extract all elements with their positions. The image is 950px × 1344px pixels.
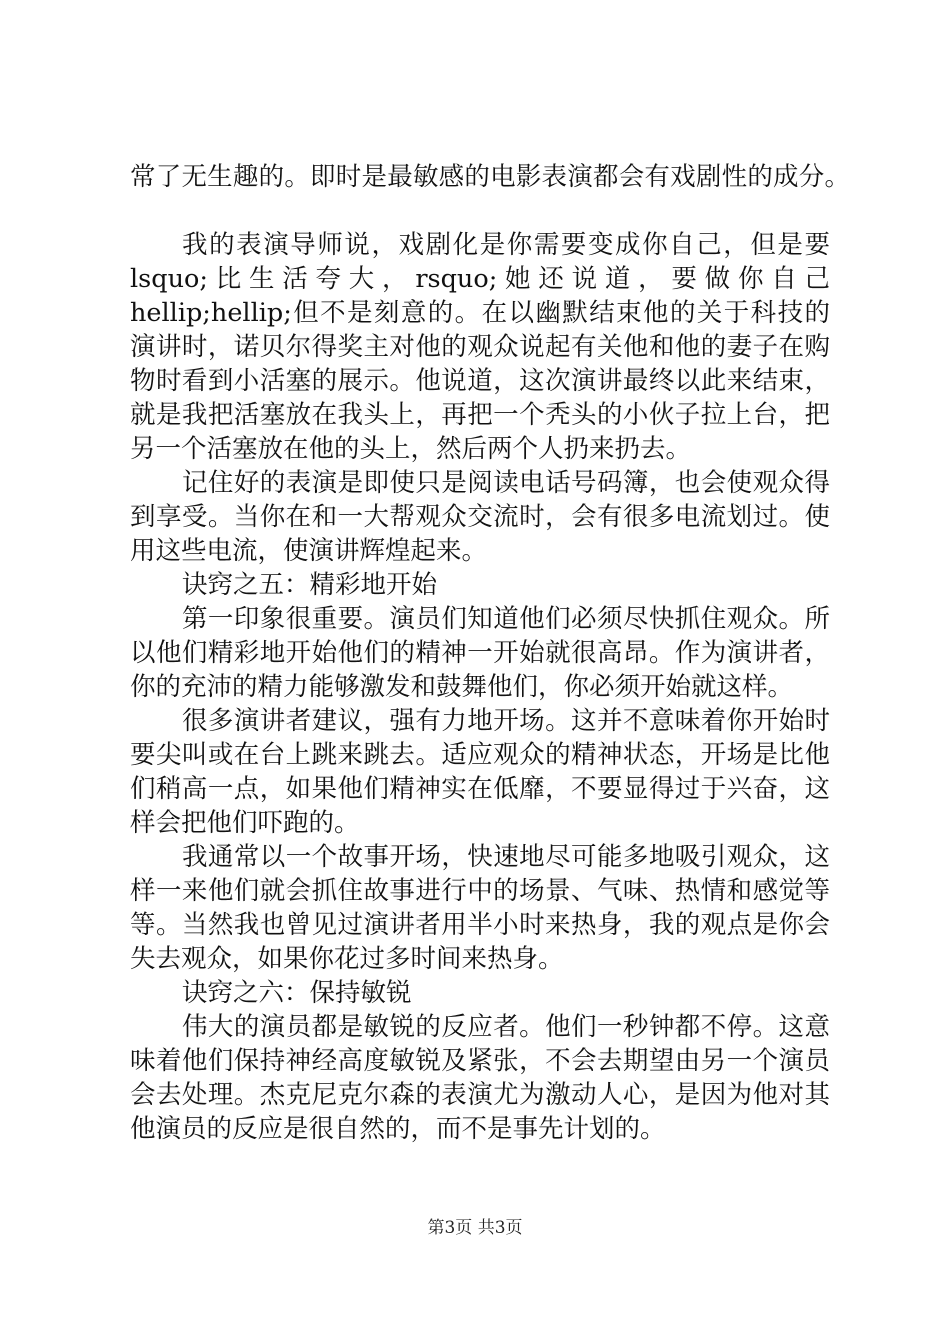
text-line: lsquo;比生活夸大，rsquo;她还说道，要做你自己 <box>130 264 830 294</box>
section-heading: 诀窍之六：保持敏锐 <box>182 978 412 1008</box>
text-line: 们稍高一点，如果他们精神实在低靡，不要显得过于兴奋，这 <box>130 774 830 804</box>
paragraph-gap <box>130 194 830 228</box>
text-line: 伟大的演员都是敏锐的反应者。他们一秒钟都不停。这意 <box>182 1012 830 1042</box>
text-line: 样一来他们就会抓住故事进行中的场景、气味、热情和感觉等 <box>130 876 830 906</box>
text-line: 就是我把活塞放在我头上，再把一个秃头的小伙子拉上台，把 <box>130 400 830 430</box>
text-line: 用这些电流，使演讲辉煌起来。 <box>130 536 488 566</box>
text-line: 以他们精彩地开始他们的精神一开始就很高昂。作为演讲者， <box>130 638 830 668</box>
text-line: 你的充沛的精力能够激发和鼓舞他们，你必须开始就这样。 <box>130 672 794 702</box>
text-line: 常了无生趣的。即时是最敏感的电影表演都会有戏剧性的成分。 <box>130 162 850 192</box>
text-line: 样会把他们吓跑的。 <box>130 808 360 838</box>
text-line: 物时看到小活塞的展示。他说道，这次演讲最终以此来结束， <box>130 366 830 396</box>
text-line: 失去观众，如果你花过多时间来热身。 <box>130 944 564 974</box>
text-line: hellip;hellip;但不是刻意的。在以幽默结束他的关于科技的 <box>130 298 830 328</box>
text-line: 另一个活塞放在他的头上，然后两个人扔来扔去。 <box>130 434 692 464</box>
page-footer: 第3页 共3页 <box>427 1218 523 1238</box>
text-line: 到享受。当你在和一大帮观众交流时，会有很多电流划过。使 <box>130 502 830 532</box>
text-line: 记住好的表演是即使只是阅读电话号码簿，也会使观众得 <box>182 468 830 498</box>
text-line: 味着他们保持神经高度敏锐及紧张，不会去期望由另一个演员 <box>130 1046 830 1076</box>
section-heading: 诀窍之五：精彩地开始 <box>182 570 438 600</box>
text-line: 要尖叫或在台上跳来跳去。适应观众的精神状态，开场是比他 <box>130 740 830 770</box>
text-line: 我通常以一个故事开场，快速地尽可能多地吸引观众，这 <box>182 842 830 872</box>
text-line: 他演员的反应是很自然的，而不是事先计划的。 <box>130 1114 666 1144</box>
text-line: 第一印象很重要。演员们知道他们必须尽快抓住观众。所 <box>182 604 830 634</box>
document-body <box>130 160 850 1146</box>
text-line: 很多演讲者建议，强有力地开场。这并不意味着你开始时 <box>182 706 830 736</box>
text-line: 等。当然我也曾见过演讲者用半小时来热身，我的观点是你会 <box>130 910 830 940</box>
text-line: 演讲时，诺贝尔得奖主对他的观众说起有关他和他的妻子在购 <box>130 332 830 362</box>
text-line: 会去处理。杰克尼克尔森的表演尤为激动人心，是因为他对其 <box>130 1080 830 1110</box>
text-line: 我的表演导师说，戏剧化是你需要变成你自己，但是要 <box>182 230 830 260</box>
